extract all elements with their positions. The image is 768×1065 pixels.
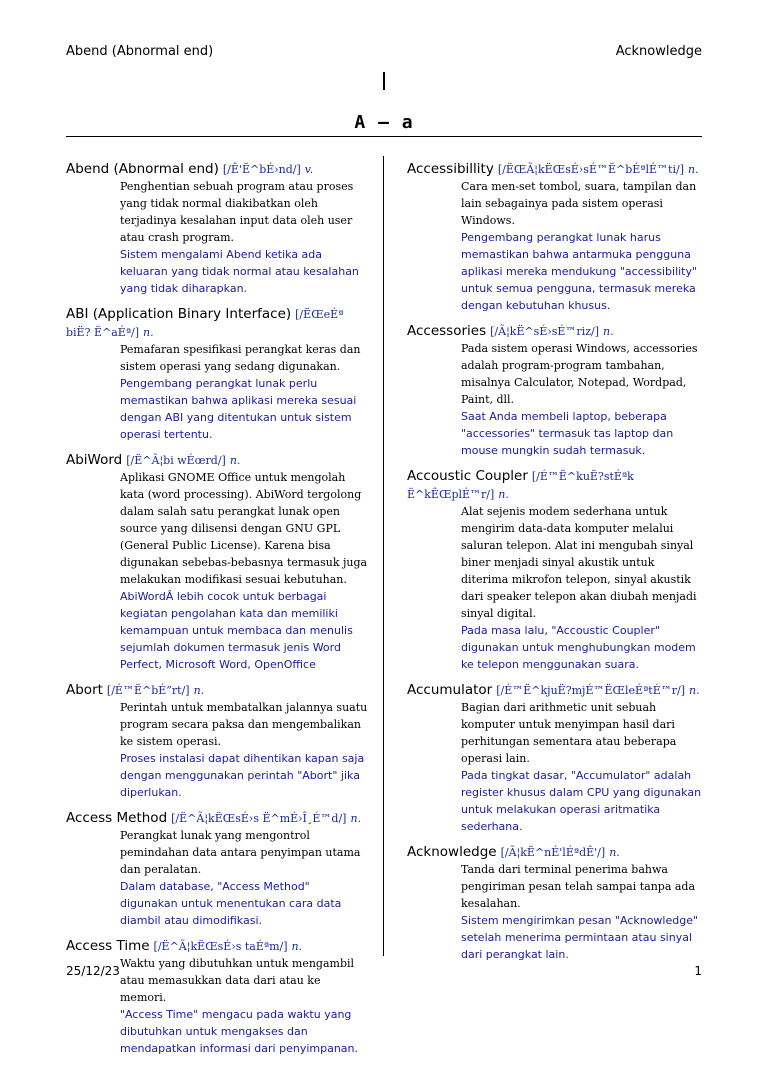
- section-title: A – a: [354, 112, 414, 133]
- entry-part-of-speech: n.: [498, 488, 509, 501]
- entry-example: Pada masa lalu, "Accoustic Coupler" digunakan untuk menghubungkan modem ke telepon menggunakan suara.: [461, 624, 696, 671]
- entry-definition: Waktu yang dibutuhkan untuk mengambil atau memasukkan data dari atau ke memori.: [120, 957, 355, 1004]
- entry-term: Access Method: [66, 810, 168, 826]
- entry-part-of-speech: n.: [688, 163, 699, 176]
- entry-part-of-speech: v.: [304, 163, 314, 176]
- footer-page-number: 1: [694, 964, 702, 978]
- entry-pronunciation: [/Ã¦kË^nÉ'lÉªdÊ'/]: [500, 846, 606, 859]
- entry-pronunciation: [/Ë^Ã¦bi wÉœrd/]: [126, 454, 226, 467]
- left-column: [66, 160, 368, 1065]
- entry-pronunciation: [/ËŒeÉª biË? Ë^aÉª/]: [66, 308, 344, 339]
- entry-example: Pengembang perangkat lunak perlu memastikan bahwa aplikasi mereka sesuai dengan ABI yang ditentukan untuk sistem operasi tertentu.: [120, 377, 357, 441]
- entry-term: Access Time: [66, 938, 150, 954]
- entry-term: Accoustic Coupler: [407, 468, 528, 484]
- entry-part-of-speech: n.: [609, 846, 620, 859]
- text-cursor-bar: [383, 72, 385, 90]
- dictionary-entry: [66, 305, 368, 443]
- entry-definition: Cara men-set tombol, suara, tampilan dan lain sebagainya pada sistem operasi Windows.: [461, 180, 697, 227]
- entry-pronunciation: [/Ë^Ã¦kËŒsÉ›s taÉªm/]: [153, 940, 288, 953]
- entry-definition: Penghentian sebuah program atau proses yang tidak normal diakibatkan oleh terjadinya kesalahan input data oleh user atau crash program.: [120, 180, 354, 244]
- entry-term: ABI (Application Binary Interface): [66, 306, 292, 322]
- dictionary-entry: [407, 467, 705, 673]
- entry-part-of-speech: n.: [603, 325, 614, 338]
- entry-definition: Aplikasi GNOME Office untuk mengolah kata (word processing). AbiWord tergolong dalam salah satu perangkat lunak open source yang dilisensi dengan GNU GPL (General Public License). Karena bisa digunakan sebebas-bebasnya termasuk juga melakukan modifikasi sesuai kebutuhan.: [120, 471, 368, 586]
- entry-part-of-speech: n.: [350, 812, 362, 825]
- entry-term: AbiWord: [66, 452, 123, 468]
- dictionary-entry: [407, 160, 705, 314]
- entry-definition: Pemafaran spesifikasi perangkat keras dan sistem operasi yang sedang digunakan.: [120, 343, 361, 373]
- entry-example: Sistem mengalami Abend ketika ada keluaran yang tidak normal atau kesalahan yang tidak diharapkan.: [120, 248, 359, 295]
- dictionary-entry: [407, 681, 705, 835]
- entry-pronunciation: [/É™Ë^bÉ”rt/]: [106, 684, 190, 697]
- entry-definition: Bagian dari arithmetic unit sebuah komputer untuk menyimpan hasil dari perhitungan sementara atau beberapa operasi lain.: [461, 701, 677, 765]
- entry-definition: Alat sejenis modem sederhana untuk mengirim data-data komputer melalui saluran telepon. Alat ini mengubah sinyal biner menjadi sinyal akustik untuk diterima mikrofon telepon, sinyal akustik dari speaker telepon akan diubah menjadi sinyal digital.: [461, 505, 697, 620]
- entry-example: Pada tingkat dasar, "Accumulator" adalah register khusus dalam CPU yang digunakan untuk melakukan operasi aritmatika sederhana.: [461, 769, 702, 833]
- dictionary-entry: [407, 843, 705, 963]
- dictionary-entry: [66, 937, 368, 1057]
- entry-term: Abend (Abnormal end): [66, 161, 219, 177]
- running-header-right: Acknowledge: [615, 44, 702, 59]
- entry-definition: Tanda dari terminal penerima bahwa pengiriman pesan telah sampai tanpa ada kesalahan.: [461, 863, 696, 910]
- dictionary-entry: [66, 451, 368, 673]
- dictionary-entry: [66, 681, 368, 801]
- column-divider: [383, 156, 384, 956]
- section-rule: [66, 136, 702, 137]
- entry-example: Pengembang perangkat lunak harus memastikan bahwa antarmuka pengguna aplikasi mereka mendukung "accessibility" untuk semua pengguna, termasuk mereka dengan kebutuhan khusus.: [461, 231, 698, 312]
- dictionary-entry: [407, 322, 705, 459]
- entry-term: Accumulator: [407, 682, 493, 698]
- entry-part-of-speech: n.: [193, 684, 205, 697]
- entry-pronunciation: [/Ã¦kË^sÉ›sÉ™riz/]: [490, 325, 600, 338]
- entry-term: Accessories: [407, 323, 487, 339]
- entry-pronunciation: [/Ê'Ë^bÉ›nd/]: [222, 163, 301, 176]
- entry-part-of-speech: n.: [229, 454, 241, 467]
- entry-part-of-speech: n.: [689, 684, 700, 697]
- entry-pronunciation: [/Ë^Ã¦kËŒsÉ›s Ë^mÉ›Î¸É™d/]: [171, 812, 347, 825]
- entry-pronunciation: [/ËŒÃ¦kËŒsÉ›sÉ™Ë^bÉªlÉ™ti/]: [497, 163, 684, 176]
- entry-definition: Perangkat lunak yang mengontrol pemindahan data antara penyimpan utama dan peralatan.: [120, 829, 361, 876]
- entry-example: Saat Anda membeli laptop, beberapa "accessories" termasuk tas laptop dan mouse mungkin sudah termasuk.: [461, 410, 674, 457]
- entry-definition: Perintah untuk membatalkan jalannya suatu program secara paksa dan mengembalikan ke sistem operasi.: [120, 701, 368, 748]
- entry-term: Abort: [66, 682, 103, 698]
- entry-term: Acknowledge: [407, 844, 497, 860]
- entry-example: AbiWordÂ lebih cocok untuk berbagai kegiatan pengolahan kata dan memiliki kemampuan untuk membaca dan menulis sejumlah dokumen termasuk jenis Word Perfect, Microsoft Word, OpenOffice: [120, 590, 353, 671]
- running-header-left: Abend (Abnormal end): [66, 44, 214, 59]
- entry-pronunciation: [/É™Ë^kuË?stÉªk Ë^kÊŒplÉ™r/]: [407, 470, 634, 501]
- entry-example: Proses instalasi dapat dihentikan kapan saja dengan menggunakan perintah "Abort" jika diperlukan.: [120, 752, 365, 799]
- entry-pronunciation: [/É™Ë^kjuË?mjÉ™ËŒleÉªtÉ™r/]: [496, 684, 685, 697]
- entry-example: Sistem mengirimkan pesan "Acknowledge" setelah menerima permintaan atau sinyal dari perangkat lain.: [461, 914, 699, 961]
- dictionary-entry: [66, 809, 368, 929]
- right-column: [407, 160, 705, 971]
- dictionary-entry: [66, 160, 368, 297]
- entry-term: Accessibillity: [407, 161, 494, 177]
- entry-example: Dalam database, "Access Method" digunakan untuk menentukan cara data diambil atau dimodifikasi.: [120, 880, 342, 927]
- entry-part-of-speech: n.: [291, 940, 303, 953]
- entry-part-of-speech: n.: [143, 326, 154, 339]
- entry-example: "Access Time" mengacu pada waktu yang dibutuhkan untuk mengakses dan mendapatkan informasi dari penyimpanan.: [120, 1008, 359, 1055]
- footer-date: 25/12/23: [66, 964, 120, 978]
- entry-definition: Pada sistem operasi Windows, accessories adalah program-program tambahan, misalnya Calculator, Notepad, Wordpad, Paint, dll.: [461, 342, 698, 406]
